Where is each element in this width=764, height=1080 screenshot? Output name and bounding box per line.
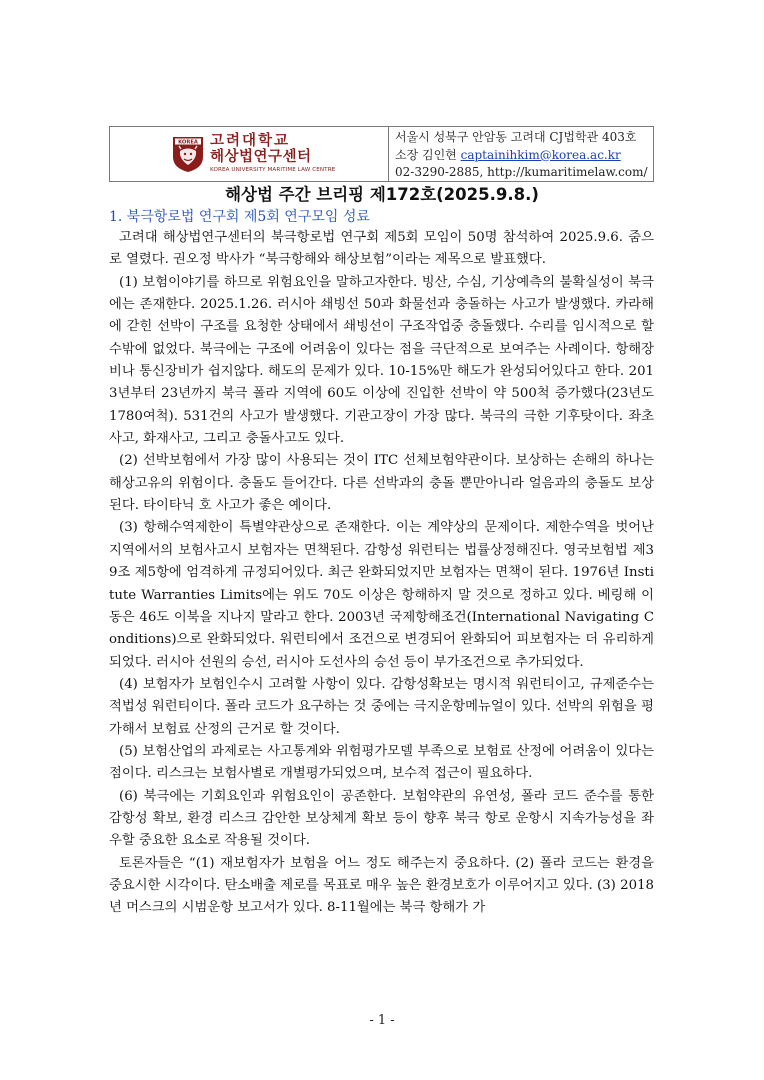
university-emblem-icon	[171, 135, 205, 173]
phone-website: 02-3290-2885, http://kumaritimelaw.com/	[395, 165, 648, 179]
email-link[interactable]: captainihkim@korea.ac.kr	[460, 147, 621, 162]
director-label: 소장 김인현	[395, 147, 461, 162]
paragraph-1: (1) 보험이야기를 하므로 위험요인을 말하고자한다. 빙산, 수심, 기상예측의 불확실성이 북극에는 존재한다. 2025.1.26. 러시아 쇄빙선 50과 화물선과 충돌하는 사고가 발생했다. 카라해에 갇힌 선박이 구조를 요청한 상태에서 쇄빙선이 구조작업중 충돌했다. 수리를 임시적으로 할 수밖에 없었다. 북극에는 구조에 어려움이 있다는 점을 극단적으로 보여주는 사례이다. 항해장비나 통신장비가 쉽지않다. 해도의 문제가 있다. 10-15%만 해도가 완성되어있다고 한다. 2013년부터 23년까지 북극 폴라 지역에 60도 이상에 진입한 선박이 약 500척 증가했다(23년도 1780여척). 531건의 사고가 발생했다. 기관고장이 가장 많다. 북극의 극한 기후탓이다. 좌초사고, 화재사고, 그리고 충돌사고도 있다.	[109, 274, 654, 447]
page-number: - 1 -	[369, 1013, 395, 1028]
document-title: 해상법 주간 브리핑 제172호(2025.9.8.)	[225, 185, 539, 204]
paragraph-2: (2) 선박보험에서 가장 많이 사용되는 것이 ITC 선체보험약관이다. 보상하는 손해의 하나는 해상고유의 위험이다. 충돌도 들어간다. 다른 선박과의 충돌 뿐만아니라 얼음과의 충돌도 보상된다. 타이타닉 호 사고가 좋은 예이다.	[109, 453, 654, 514]
center-name-en: KOREA UNIVERSITY MARITIME LAW CENTRE	[210, 167, 336, 173]
paragraph-intro: 고려대 해상법연구센터의 북극항로법 연구회 제5회 모임이 50명 참석하여 2025.9.6. 줌으로 열렸다. 권오정 박사가 “북극항해와 해상보험”이라는 제목으로 발표했다.	[109, 230, 654, 268]
director-line	[395, 147, 653, 165]
emblem-text: KOREA	[178, 139, 198, 146]
center-name-ko	[210, 133, 312, 165]
letterhead	[109, 126, 654, 182]
address: 서울시 성북구 안암동 고려대 CJ법학관 403호	[395, 130, 637, 144]
center-name-line1: 고려대학교	[210, 133, 291, 149]
paragraph-4: (4) 보험자가 보험인수시 고려할 사항이 있다. 감항성확보는 명시적 워런티이고, 규제준수는 적법성 워런티이다. 폴라 코드가 요구하는 것 중에는 극지운항메뉴얼이 있다. 선박의 위험을 평가해서 보험료 산정의 근거로 할 것이다.	[109, 676, 654, 737]
paragraph-3: (3) 항해수역제한이 특별약관상으로 존재한다. 이는 계약상의 문제이다. 제한수역을 벗어난 지역에서의 보험사고시 보험자는 면책된다. 감항성 워런티는 법률상정해진다. 영국보험법 제39조 제5항에 엄격하게 규정되어있다. 최근 완화되었지만 보험자는 면책이 된다. 1976년 Institute Warranties Limits에는 위도 70도 이상은 항해하지 말 것으로 정하고 있다. 베링해 이동은 46도 이북을 지나지 말라고 한다. 2003년 국제항해조건(International Navigating Conditions)으로 완화되었다. 워런티에서 조건으로 변경되어 완화되어 피보험자는 더 유리하게 되었다. 러시아 선원의 승선, 러시아 도선사의 승선 등이 부가조건으로 추가되었다.	[109, 520, 654, 670]
paragraph-5: (5) 보험산업의 과제로는 사고통계와 위험평가모델 부족으로 보험료 산정에 어려움이 있다는 점이다. 리스크는 보험사별로 개별평가되었으며, 보수적 접근이 필요하다.	[109, 743, 654, 782]
contact-info	[388, 126, 654, 182]
body-text	[109, 227, 654, 920]
logo-box	[109, 126, 388, 182]
center-name-line2: 해상법연구센터	[210, 149, 312, 165]
paragraph-discussion: 토론자들은 “(1) 재보험자가 보험을 어느 정도 해주는지 중요하다. (2) 폴라 코드는 환경을 중요시한 시각이다. 탄소배출 제로를 목표로 매우 높은 환경보호가 이루어지고 있다. (3) 2018년 머스크의 시범운항 보고서가 있다. 8-11월에는 북극 항해가 가	[109, 855, 654, 916]
paragraph-6: (6) 북극에는 기회요인과 위험요인이 공존한다. 보험약관의 유연성, 폴라 코드 준수를 통한 감항성 확보, 환경 리스크 감안한 보상체계 확보 등이 향후 북극 항로 운항시 지속가능성을 좌우할 중요한 요소로 작용될 것이다.	[109, 788, 654, 849]
section-heading: 1. 북극항로법 연구회 제5회 연구모임 성료	[109, 209, 370, 225]
